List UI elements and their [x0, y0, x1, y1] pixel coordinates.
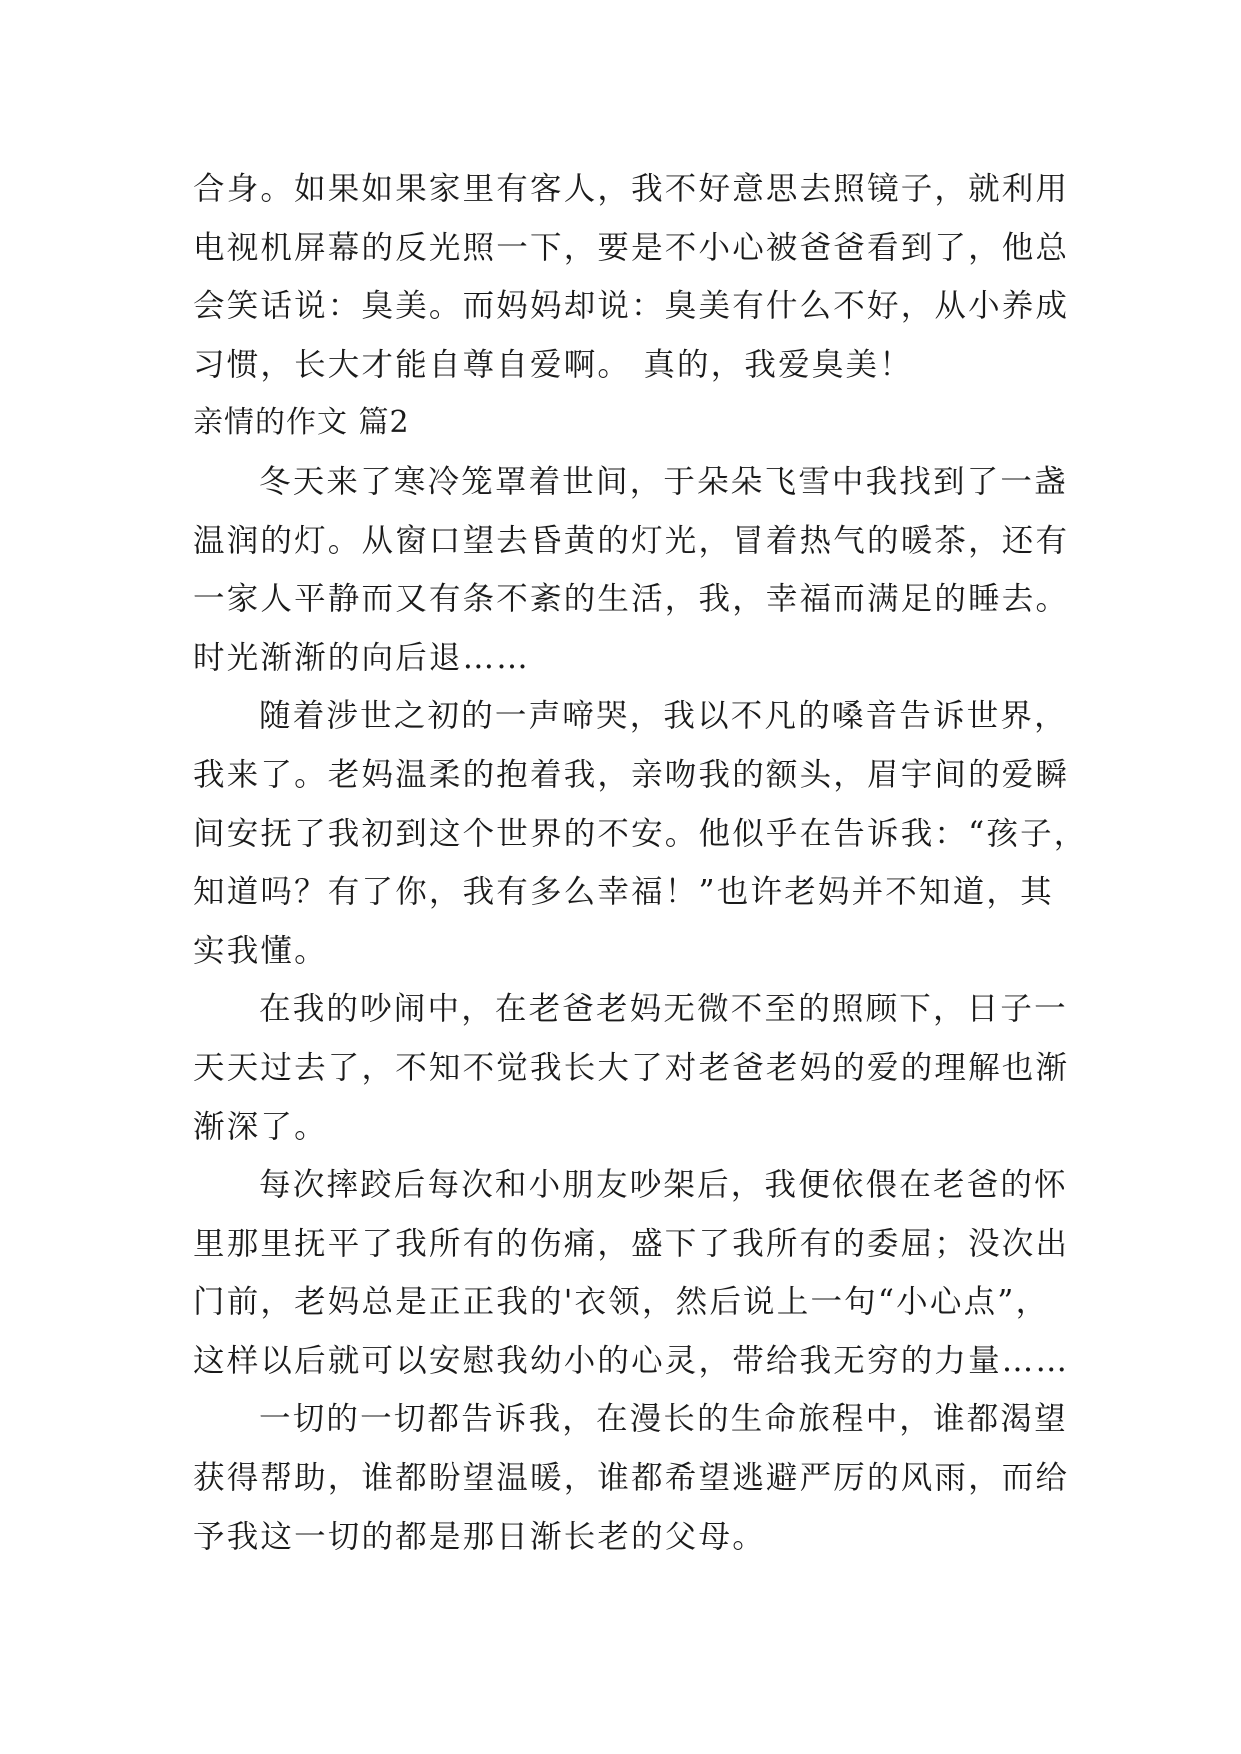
text-line: 合身。如果如果家里有客人，我不好意思去照镜子，就利用 — [193, 171, 1070, 207]
document-body — [193, 160, 1088, 1566]
text-line: 冬天来了寒冷笼罩着世间，于朵朵飞雪中我找到了一盏 — [259, 463, 1068, 500]
text-line: 里那里抚平了我所有的伤痛，盛下了我所有的委屈；没次出 — [193, 1225, 1070, 1262]
text-line: 门前，老妈总是正正我的'衣领，然后说上一句“小心点”， — [193, 1284, 1050, 1321]
text-line: 一切的一切都告诉我，在漫长的生命旅程中，谁都渴望 — [259, 1401, 1068, 1438]
text-line: 每次摔跤后每次和小朋友吵架后，我便依偎在老爸的怀 — [259, 1167, 1068, 1204]
text-line: 随着涉世之初的一声啼哭，我以不凡的嗓音告诉世界， — [259, 698, 1068, 735]
text-line: 这样以后就可以安慰我幼小的心灵，带给我无穷的力量…… — [193, 1342, 1070, 1379]
text-line: 间安抚了我初到这个世界的不安。他似乎在告诉我：“孩子， — [193, 815, 1088, 852]
text-line: 获得帮助，谁都盼望温暖，谁都希望逃避严厉的风雨，而给 — [193, 1460, 1070, 1497]
text-line: 实我懂。 — [193, 932, 328, 969]
text-line: 时光渐渐的向后退…… — [193, 639, 531, 676]
text-line: 知道吗？有了你，我有多么幸福！”也许老妈并不知道，其 — [193, 874, 1054, 911]
text-line: 渐深了。 — [193, 1108, 328, 1145]
text-line: 会笑话说：臭美。而妈妈却说：臭美有什么不好，从小养成 — [193, 288, 1070, 325]
text-line: 予我这一切的都是那日渐长老的父母。 — [193, 1518, 766, 1555]
text-line: 习惯，长大才能自尊自爱啊。 真的，我爱臭美！ — [193, 346, 913, 383]
text-line: 电视机屏幕的反光照一下，要是不小心被爸爸看到了，他总 — [193, 229, 1070, 266]
text-line: 在我的吵闹中，在老爸老妈无微不至的照顾下，日子一 — [259, 991, 1068, 1028]
text-line: 我来了。老妈温柔的抱着我，亲吻我的额头，眉宇间的爱瞬 — [193, 756, 1070, 793]
text-line: 一家人平静而又有条不紊的生活，我，幸福而满足的睡去。 — [193, 581, 1070, 618]
section-heading: 亲情的作文 篇2 — [193, 405, 410, 441]
text-line: 天天过去了，不知不觉我长大了对老爸老妈的爱的理解也渐 — [193, 1049, 1070, 1086]
text-line: 温润的灯。从窗口望去昏黄的灯光，冒着热气的暖茶，还有 — [193, 522, 1070, 559]
